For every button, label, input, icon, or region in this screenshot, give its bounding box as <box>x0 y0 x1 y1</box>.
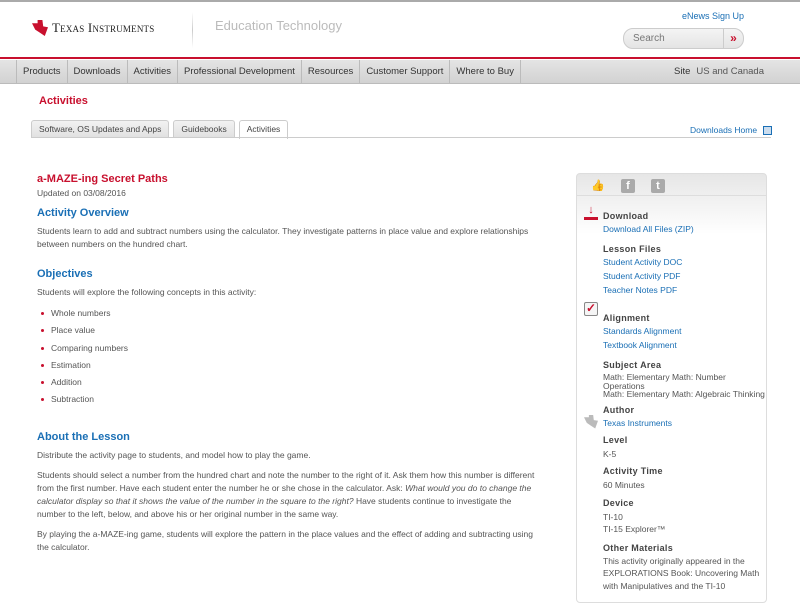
student-activity-doc-link[interactable]: Student Activity DOC <box>603 257 683 267</box>
level-value: K-5 <box>603 448 617 459</box>
nav-resources[interactable]: Resources <box>301 60 359 83</box>
ti-logo[interactable] <box>32 20 154 36</box>
about-question: What would you do to change the calculator display so that it shows the value of the number in the square to the right? <box>37 482 532 506</box>
activity-content <box>37 172 537 554</box>
site-value[interactable]: US and Canada <box>696 66 764 77</box>
author-heading: Author <box>603 404 635 415</box>
page-title: Activities <box>39 95 88 107</box>
other-materials-heading: Other Materials <box>603 542 674 553</box>
device-heading: Device <box>603 497 634 508</box>
about-text-2 <box>37 469 537 521</box>
objectives-heading: Objectives <box>37 268 93 280</box>
downloads-home-link[interactable] <box>690 125 772 135</box>
ti-author-icon <box>584 415 598 429</box>
brand-name: Texas Instruments <box>52 20 155 35</box>
search-box[interactable] <box>623 28 744 49</box>
subject-area-heading: Subject Area <box>603 360 662 370</box>
overview-heading: Activity Overview <box>37 207 129 219</box>
nav-where-to-buy[interactable]: Where to Buy <box>449 60 521 83</box>
main-nav <box>0 60 800 84</box>
checkbox-icon: ✓ <box>585 301 597 315</box>
divider <box>192 12 193 48</box>
lesson-files-heading: Lesson Files <box>603 244 662 254</box>
overview-text: Students learn to add and subtract numbers using the calculator. They investigate patterns in place value and explore relationships between numbers on the hundred chart. <box>37 226 529 249</box>
list-item: Whole numbers <box>37 305 537 322</box>
download-section <box>577 204 766 297</box>
about-text-3: By playing the a-MAZE-ing game, students will explore the pattern in the place values and the effect of adding and subtracting using the calculator. <box>37 528 533 552</box>
list-item: Addition <box>37 374 537 391</box>
ti-logo-icon <box>32 20 48 36</box>
tab-guidebooks[interactable]: Guidebooks <box>173 120 234 138</box>
home-icon[interactable] <box>763 126 772 135</box>
list-item: Place value <box>37 322 537 339</box>
about-heading: About the Lesson <box>37 430 130 443</box>
about-text-2c: Have students continue to investigate the number to the left, below, and above his or her original number in the same way. <box>37 495 512 519</box>
tab-divider <box>31 137 771 138</box>
activity-time-value: 60 Minutes <box>603 480 645 490</box>
author-link[interactable]: Texas Instruments <box>603 417 672 428</box>
facebook-icon[interactable]: f <box>621 179 635 193</box>
share-bar <box>577 174 766 196</box>
download-all-link[interactable]: Download All Files (ZIP) <box>603 224 694 234</box>
about-text-1: Distribute the activity page to students, and model how to play the game. <box>37 449 311 460</box>
twitter-icon[interactable]: t <box>651 179 665 193</box>
site-selector[interactable] <box>674 60 764 84</box>
standards-alignment-link[interactable]: Standards Alignment <box>603 326 682 336</box>
objectives-intro: Students will explore the following concepts in this activity: <box>37 287 257 297</box>
list-item: Subtraction <box>37 391 537 408</box>
nav-customer-support[interactable]: Customer Support <box>359 60 449 83</box>
activity-title: a-MAZE-ing Secret Paths <box>37 173 168 185</box>
search-go-button[interactable]: » <box>723 29 743 48</box>
search-input[interactable]: Search <box>633 33 665 44</box>
alignment-section <box>577 301 766 592</box>
activity-sidebar <box>576 173 767 603</box>
list-item: Estimation <box>37 357 537 374</box>
nav-professional-development[interactable]: Professional Development <box>177 60 301 83</box>
enews-signup-link[interactable]: eNews Sign Up <box>681 11 744 21</box>
textbook-alignment-link[interactable]: Textbook Alignment <box>603 340 677 350</box>
nav-activities[interactable]: Activities <box>127 60 177 83</box>
device-value: TI-15 Explorer™ <box>603 524 666 534</box>
top-border <box>0 0 800 2</box>
subject-area-value: Math: Elementary Math: Number Operations <box>603 372 726 391</box>
activity-time-heading: Activity Time <box>603 466 663 476</box>
level-heading: Level <box>603 434 628 445</box>
like-icon[interactable]: 👍 <box>591 180 605 192</box>
other-materials-value: This activity originally appeared in the EXPLORATIONS Book: Uncovering Math with Manipulatives and the TI-10 <box>603 555 760 591</box>
updated-date: Updated on 03/08/2016 <box>37 188 126 198</box>
section-title: Education Technology <box>215 18 342 33</box>
subject-area-value: Math: Elementary Math: Algebraic Thinking <box>603 389 765 399</box>
list-item: Comparing numbers <box>37 340 537 357</box>
objectives-list <box>37 305 537 409</box>
nav-products[interactable]: Products <box>16 60 67 83</box>
header-divider <box>0 57 800 59</box>
alignment-heading: Alignment <box>603 313 650 323</box>
device-value: TI-10 <box>603 511 623 522</box>
teacher-notes-pdf-link[interactable]: Teacher Notes PDF <box>603 285 678 295</box>
site-label: Site <box>674 66 691 77</box>
tab-software[interactable]: Software, OS Updates and Apps <box>31 120 169 138</box>
download-heading: Download <box>603 211 649 221</box>
nav-downloads[interactable]: Downloads <box>67 60 127 83</box>
student-activity-pdf-link[interactable]: Student Activity PDF <box>603 271 681 281</box>
about-text-2a: Students should select a number from the hundred chart and note the number to the right of it. Ask them how this number is different from the first number. Have each student enter the number he or she chose in the calculator. Ask: <box>37 469 535 493</box>
downloads-home-label[interactable]: Downloads Home <box>690 125 758 135</box>
tab-activities[interactable]: Activities <box>239 120 289 139</box>
download-icon: ↓ <box>584 206 598 220</box>
